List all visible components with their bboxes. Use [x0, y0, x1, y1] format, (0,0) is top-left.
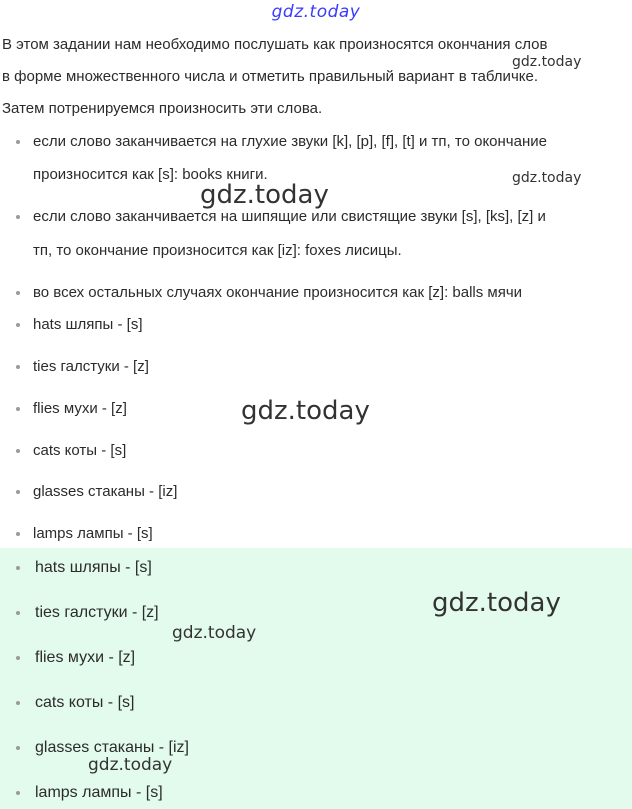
rule-item — [16, 284, 522, 301]
word-item — [16, 442, 126, 459]
rule-text: тп, то окончание произносится как [iz]: foxes лисицы. — [33, 242, 402, 259]
word-item — [16, 525, 153, 542]
bullet-icon — [16, 365, 20, 369]
bullet-icon — [16, 566, 20, 570]
word-text: flies мухи - [z] — [33, 400, 127, 417]
answer-text: hats шляпы - [s] — [35, 559, 152, 576]
bullet-icon — [16, 656, 20, 660]
watermark: gdz.today — [88, 755, 173, 775]
word-text: lamps лампы - [s] — [33, 525, 153, 542]
bullet-icon — [16, 746, 20, 750]
watermark: gdz.today — [200, 180, 329, 210]
word-text: ties галстуки - [z] — [33, 358, 149, 375]
answer-text: glasses стаканы - [iz] — [35, 739, 189, 756]
bullet-icon — [16, 611, 20, 615]
watermark: gdz.today — [512, 54, 582, 70]
word-text: cats коты - [s] — [33, 442, 127, 459]
rule-text: если слово заканчивается на глухие звуки [k], [p], [f], [t] и тп, то окончание — [33, 133, 547, 150]
answer-item — [16, 694, 134, 712]
bullet-icon — [16, 407, 20, 411]
word-item — [16, 400, 127, 417]
bullet-icon — [16, 490, 20, 494]
rule-item — [16, 208, 546, 225]
bullet-icon — [16, 532, 20, 536]
watermark: gdz.today — [172, 623, 257, 643]
answer-item — [16, 784, 163, 802]
watermark: gdz.today — [241, 396, 370, 426]
intro-line-2: в форме множественного числа и отметить правильный вариант в табличке. — [2, 68, 538, 85]
word-text: hats шляпы - [s] — [33, 316, 143, 333]
bullet-icon — [16, 215, 20, 219]
answer-item — [16, 604, 159, 622]
word-text: glasses стаканы - [iz] — [33, 483, 178, 500]
bullet-icon — [16, 291, 20, 295]
answer-text: lamps лампы - [s] — [35, 784, 163, 801]
bullet-icon — [16, 701, 20, 705]
watermark: gdz.today — [432, 588, 561, 618]
rule-item — [16, 133, 547, 150]
word-item — [16, 483, 177, 500]
rule-text: если слово заканчивается на шипящие или свистящие звуки [s], [ks], [z] и — [33, 208, 546, 225]
bullet-icon — [16, 323, 20, 327]
answer-item — [16, 649, 135, 667]
answer-text: ties галстуки - [z] — [35, 604, 159, 621]
intro-line-3: Затем потренируемся произносить эти слова. — [2, 100, 323, 117]
watermark: gdz.today — [512, 170, 582, 186]
word-item — [16, 358, 149, 375]
answer-text: cats коты - [s] — [35, 694, 135, 711]
rule-item-continued — [16, 242, 402, 259]
word-item — [16, 316, 143, 333]
rule-text: произносится как [s]: books книги. — [33, 166, 268, 183]
bullet-icon — [16, 140, 20, 144]
intro-line-1: В этом задании нам необходимо послушать как произносятся окончания слов — [2, 36, 548, 53]
rule-text: во всех остальных случаях окончание произносится как [z]: balls мячи — [33, 284, 523, 301]
bullet-icon — [16, 449, 20, 453]
bullet-icon — [16, 791, 20, 795]
answer-text: flies мухи - [z] — [35, 649, 136, 666]
header-watermark: gdz.today — [271, 2, 361, 22]
answer-item — [16, 559, 152, 577]
